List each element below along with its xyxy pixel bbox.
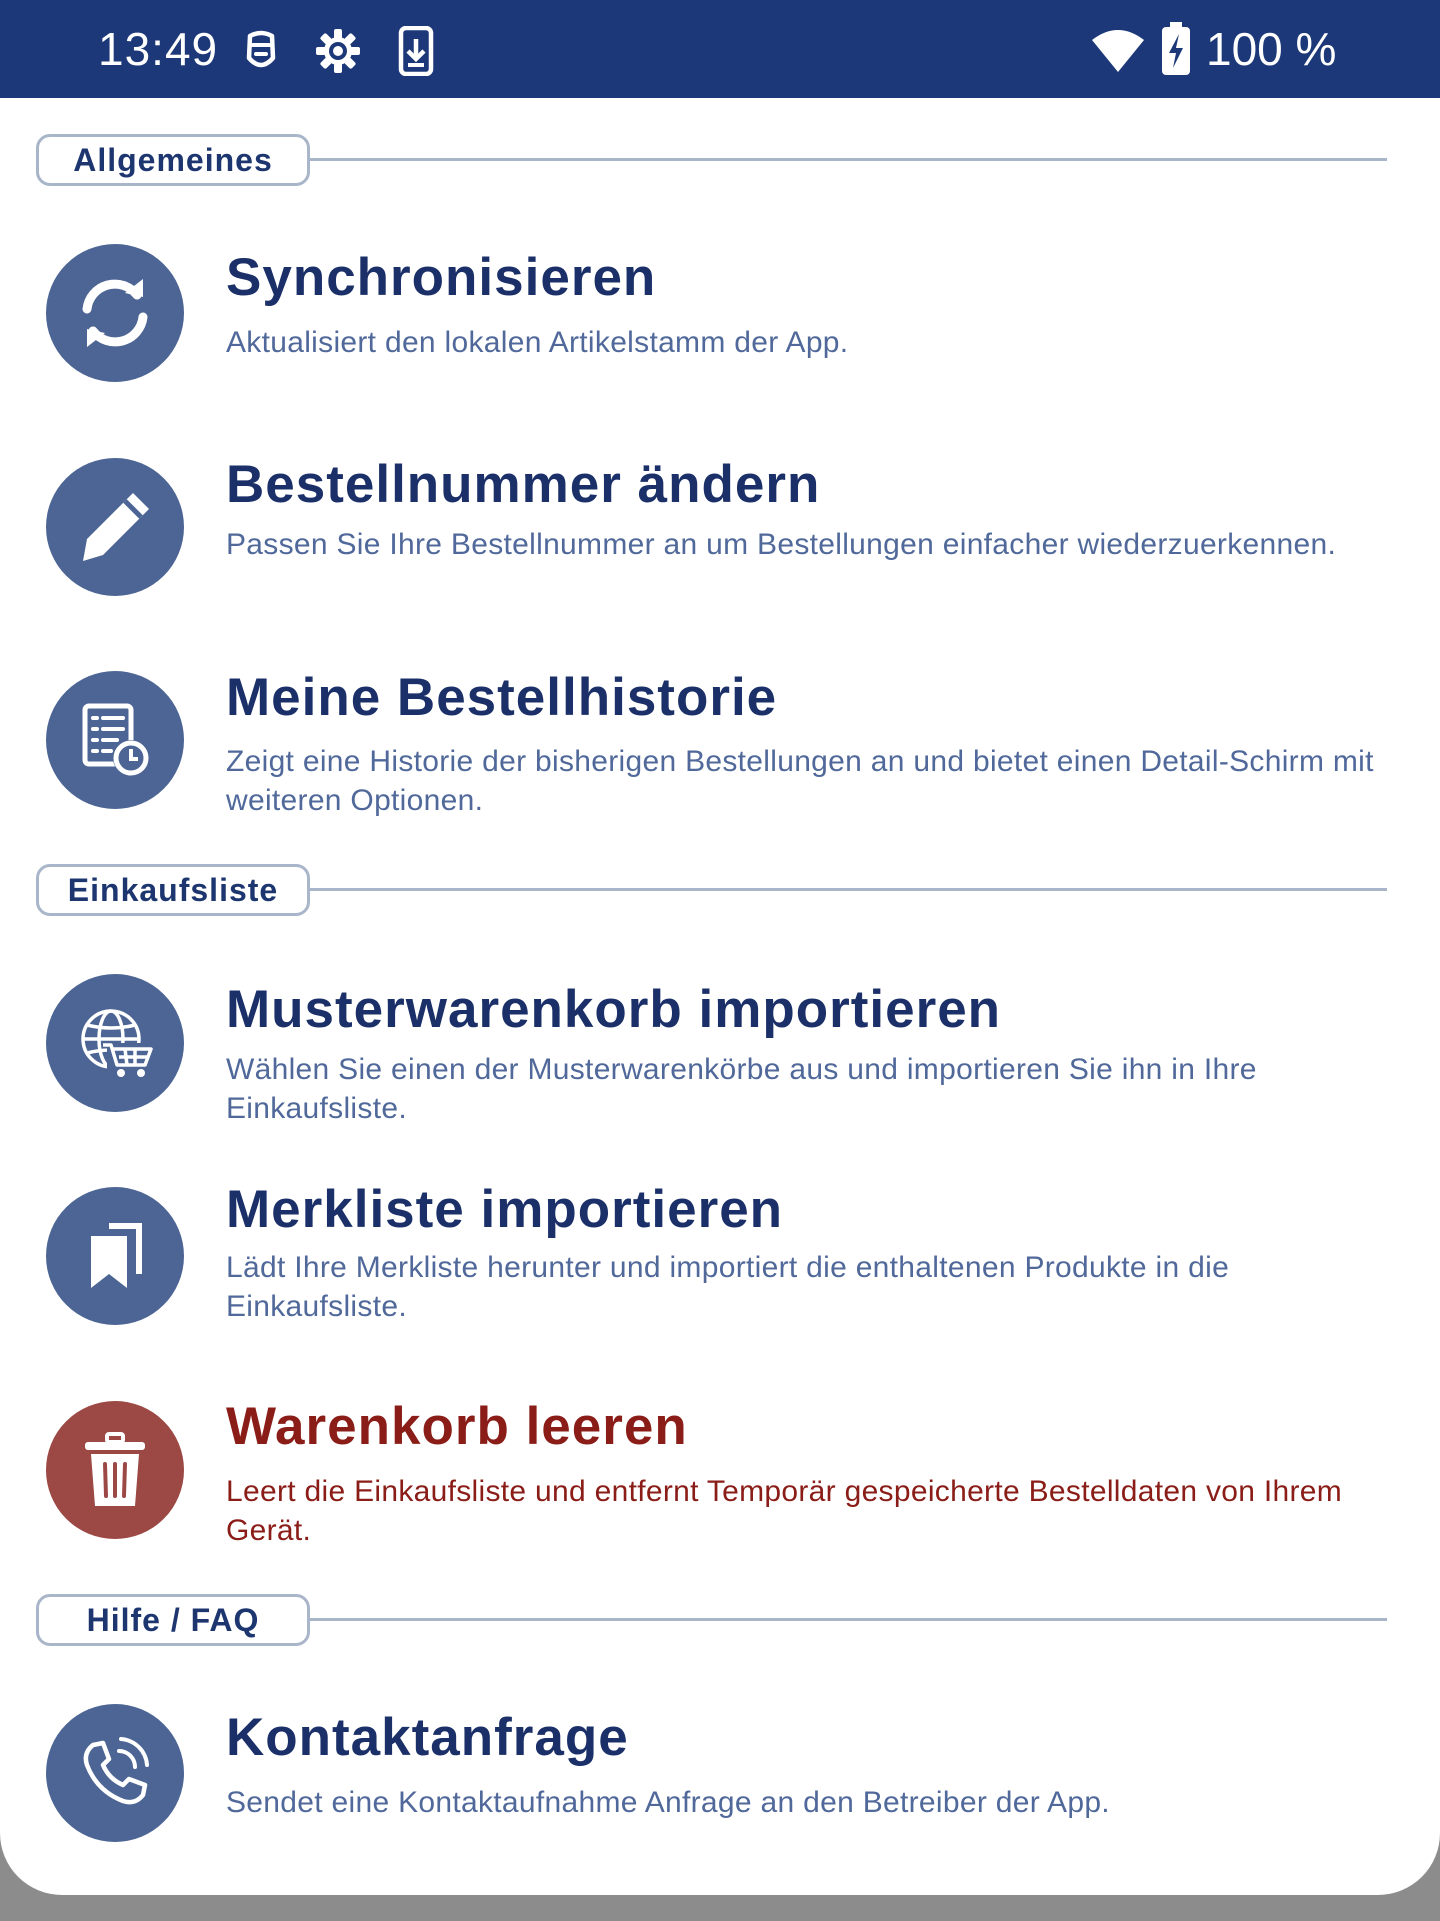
section-help-header	[0, 1594, 1440, 1654]
menu-item-title: Bestellnummer ändern	[226, 455, 821, 514]
download-icon	[391, 26, 441, 76]
menu-item-description: Passen Sie Ihre Bestellnummer an um Bestellungen einfacher wiederzuerkennen.	[226, 528, 1337, 561]
section-general-header	[0, 134, 1440, 194]
menu-item-title: Synchronisieren	[226, 248, 657, 307]
section-shopping-list-header	[0, 864, 1440, 924]
trash-icon	[46, 1401, 184, 1539]
section-divider	[310, 1618, 1387, 1621]
section-label: Hilfe / FAQ	[36, 1594, 310, 1646]
menu-item-import-wishlist[interactable]	[0, 1180, 1440, 1347]
gear-icon	[313, 26, 363, 76]
menu-item-order-history[interactable]	[0, 668, 1440, 831]
menu-item-description: Lädt Ihre Merkliste herunter und importiert die enthaltenen Produkte in die Einkaufsliste.	[226, 1251, 1230, 1323]
menu-item-order-number[interactable]	[0, 455, 1440, 618]
menu-item-import-template-cart[interactable]	[0, 974, 1440, 1134]
menu-item-clear-cart[interactable]	[0, 1397, 1440, 1561]
menu-item-title: Warenkorb leeren	[226, 1397, 688, 1456]
globe-cart-icon	[46, 974, 184, 1112]
menu-item-sync[interactable]	[0, 244, 1440, 404]
section-divider	[310, 888, 1387, 891]
phone-icon	[46, 1704, 184, 1842]
bookmark-icon	[46, 1187, 184, 1325]
section-divider	[310, 158, 1387, 161]
menu-item-description: Zeigt eine Historie der bisherigen Bestellungen an und bietet einen Detail-Schirm mit weiteren Optionen.	[226, 745, 1374, 817]
menu-item-title: Musterwarenkorb importieren	[226, 980, 1002, 1039]
menu-item-description: Aktualisiert den lokalen Artikelstamm der App.	[226, 326, 849, 359]
battery-level: 100 %	[1206, 23, 1337, 75]
menu-item-description: Wählen Sie einen der Musterwarenkörbe aus und importieren Sie ihn in Ihre Einkaufsliste.	[226, 1053, 1257, 1125]
history-icon	[46, 671, 184, 809]
menu-item-title: Merkliste importieren	[226, 1180, 784, 1239]
battery-charging-icon	[1160, 26, 1192, 76]
menu-item-title: Kontaktanfrage	[226, 1708, 629, 1767]
pencil-icon	[46, 458, 184, 596]
status-time: 13:49	[98, 23, 219, 75]
section-label: Einkaufsliste	[36, 864, 310, 916]
status-bar	[0, 0, 1440, 98]
section-label: Allgemeines	[36, 134, 310, 186]
menu-item-description: Sendet eine Kontaktaufnahme Anfrage an den Betreiber der App.	[226, 1786, 1110, 1819]
smiley-icon	[236, 26, 286, 76]
menu-item-contact[interactable]	[0, 1704, 1440, 1844]
wifi-icon	[1090, 26, 1146, 76]
sync-icon	[46, 244, 184, 382]
menu-item-description: Leert die Einkaufsliste und entfernt Temporär gespeicherte Bestelldaten von Ihrem Gerät.	[226, 1475, 1343, 1547]
menu-item-title: Meine Bestellhistorie	[226, 668, 778, 727]
